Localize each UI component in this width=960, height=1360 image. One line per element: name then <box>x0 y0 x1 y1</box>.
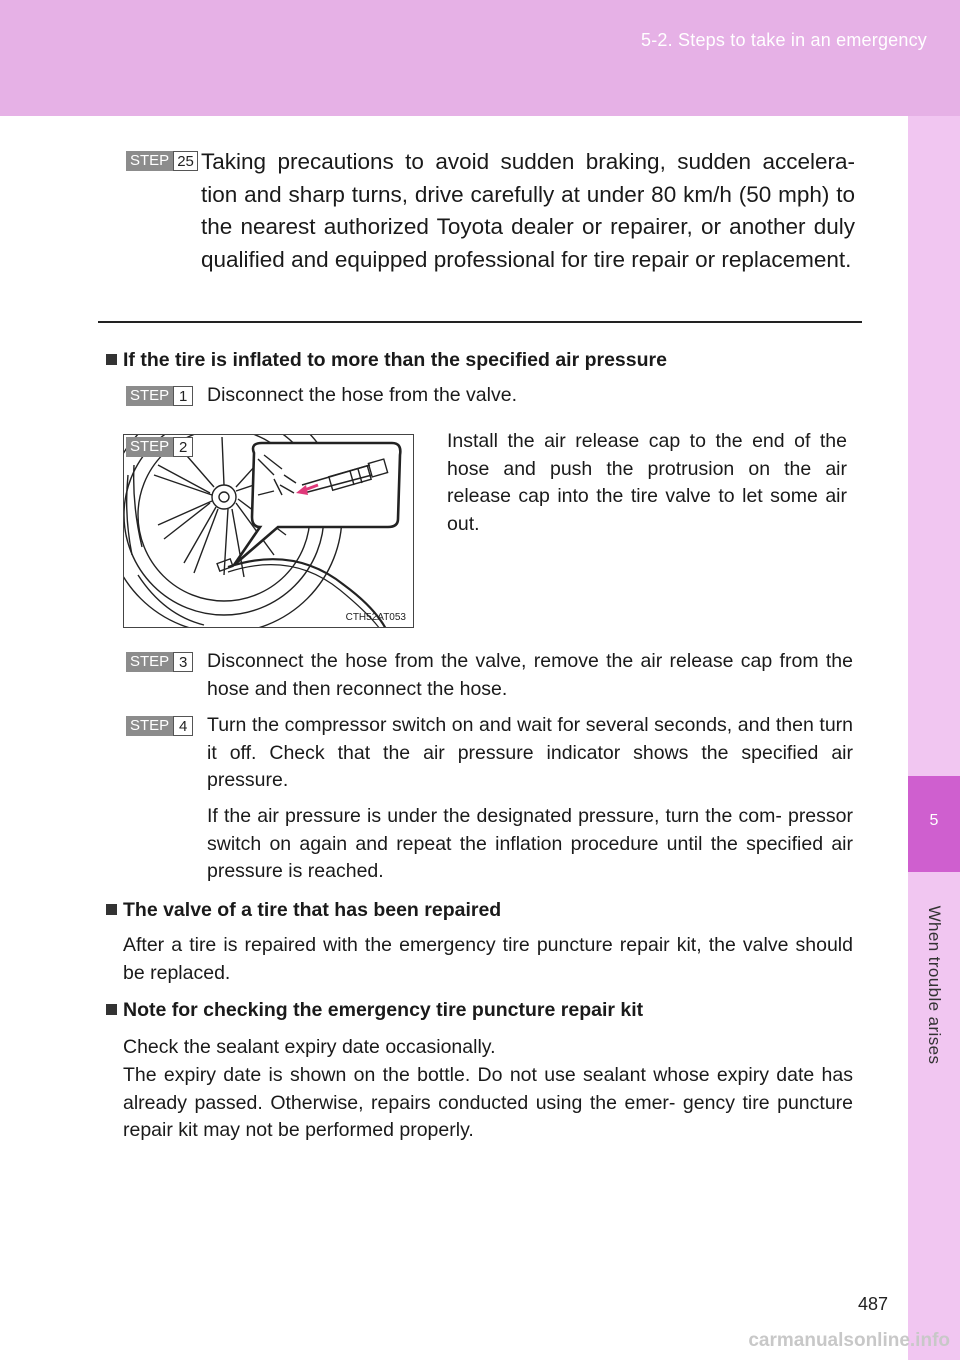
step-4-text: Turn the compressor switch on and wait for several seconds, and then turn it off. Check that the air pressure indicator shows the specified air pressure. <box>207 714 853 791</box>
chapter-number: 5 <box>929 812 939 829</box>
step-2-text: Install the air release cap to the end of the hose and push the protrusion on the air release cap into the tire valve to let some air out. <box>447 430 847 535</box>
step-4-tag <box>126 716 193 736</box>
valve-repaired-text: After a tire is repaired with the emergency tire puncture repair kit, the valve should be replaced. <box>123 934 853 984</box>
step-1-tag <box>126 386 193 406</box>
step-word: STEP <box>126 151 173 171</box>
step-word: STEP <box>126 652 173 672</box>
step-word: STEP <box>126 437 173 457</box>
chapter-title: When trouble arises <box>925 905 944 1065</box>
step-number: 3 <box>173 652 193 672</box>
step-3-tag <box>126 652 193 672</box>
watermark: carmanualsonline.info <box>748 1330 950 1351</box>
step-25-text: Taking precautions to avoid sudden braking, sudden accelera- tion and sharp turns, drive carefully at under 80 km/h (50 mph) to the nearest authorized Toyota dealer or repairer, or another duly qualified and equipped professional for tire repair or replacement. <box>201 149 855 272</box>
step-25-tag <box>126 151 198 171</box>
step-number: 4 <box>173 716 193 736</box>
step-number: 2 <box>173 437 193 457</box>
header-band <box>0 0 960 116</box>
heading-valve-repaired: The valve of a tire that has been repaired <box>106 898 866 922</box>
heading-kit-note: Note for checking the emergency tire puncture repair kit <box>106 998 866 1022</box>
step-number: 25 <box>173 151 198 171</box>
section-title: 5-2. Steps to take in an emergency <box>641 30 927 50</box>
bullet-square-icon <box>106 1004 117 1015</box>
heading-over-inflated: If the tire is inflated to more than the specified air pressure <box>106 348 866 372</box>
step-4-note: If the air pressure is under the designated pressure, turn the com- pressor switch on again and repeat the inflation procedure until the specified air pressure is reached. <box>207 805 853 882</box>
chapter-side-tab <box>908 116 960 1360</box>
step-word: STEP <box>126 716 173 736</box>
step-word: STEP <box>126 386 173 406</box>
kit-note-line2: The expiry date is shown on the bottle. Do not use sealant whose expiry date has already passed. Otherwise, repairs conducted using the emer- gency tire puncture repair kit may not be performed properly. <box>123 1064 853 1141</box>
step-1-text: Disconnect the hose from the valve. <box>207 384 517 406</box>
step-2-tag <box>126 437 193 457</box>
page-number: 487 <box>858 1294 889 1314</box>
figure-code: CTH52AT053 <box>345 612 406 623</box>
tire-valve-illustration <box>123 434 414 628</box>
kit-note-line1: Check the sealant expiry date occasionally. <box>123 1036 496 1058</box>
bullet-square-icon <box>106 354 117 365</box>
wheel-hose-drawing <box>124 435 414 628</box>
step-number: 1 <box>173 386 193 406</box>
divider-rule <box>98 321 862 323</box>
bullet-square-icon <box>106 904 117 915</box>
step-3-text: Disconnect the hose from the valve, remove the air release cap from the hose and then reconnect the hose. <box>207 650 853 700</box>
